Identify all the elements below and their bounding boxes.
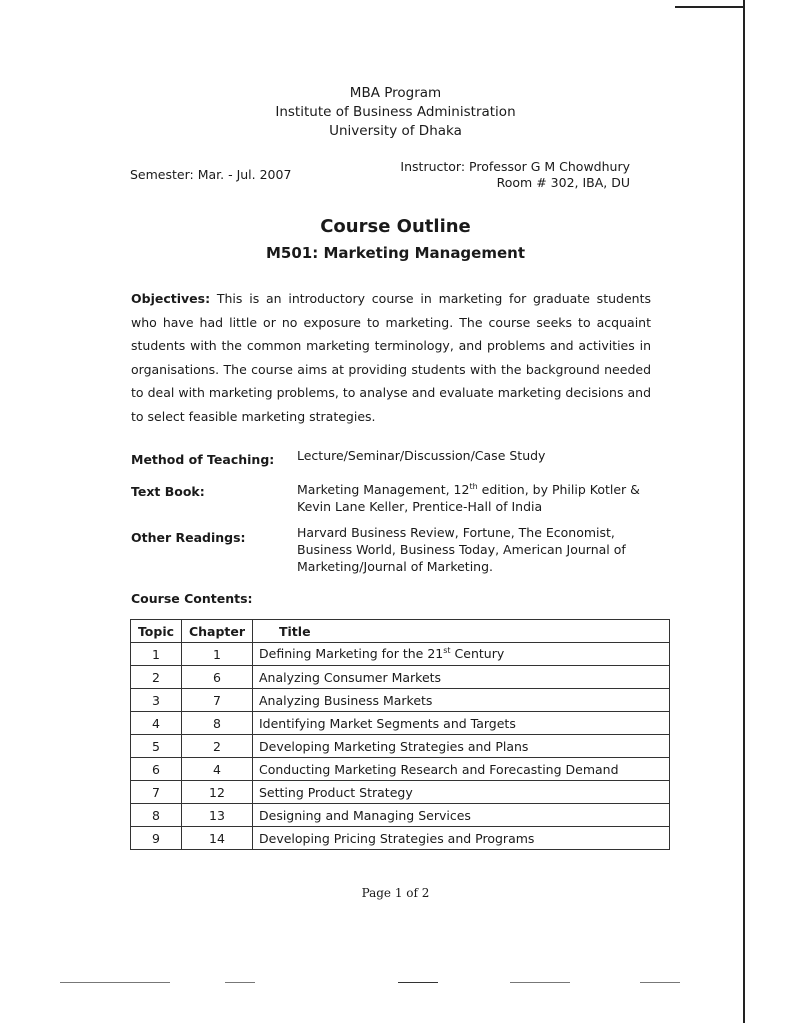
page-title: Course Outline bbox=[320, 216, 471, 237]
chapter-cell: 6 bbox=[182, 666, 253, 689]
instructor-name: Instructor: Professor G M Chowdhury bbox=[400, 159, 630, 174]
instructor-room: Room # 302, IBA, DU bbox=[496, 175, 630, 190]
title-cell: Analyzing Consumer Markets bbox=[253, 666, 670, 689]
other-readings-line-2: Business World, Business Today, American Journal of bbox=[297, 542, 626, 557]
topic-cell: 9 bbox=[131, 827, 182, 850]
topic-cell: 5 bbox=[131, 735, 182, 758]
page-corner-line bbox=[675, 6, 745, 8]
textbook-line-1: Marketing Management, 12th edition, by Philip Kotler & bbox=[297, 482, 640, 498]
title-cell: Setting Product Strategy bbox=[253, 781, 670, 804]
table-row bbox=[131, 689, 670, 712]
scan-speck bbox=[510, 982, 570, 983]
objectives-text: This is an introductory course in marketing for graduate students who have had little or no exposure to marketing. The course seeks to acquaint students with the common marketing terminology, and problems and activities in organisations. The course aims at providing students with the background needed to deal with marketing problems, to analyse and evaluate marketing decisions and to select feasible marketing strategies. bbox=[131, 291, 651, 424]
textbook-label: Text Book: bbox=[131, 484, 205, 499]
program-name: MBA Program bbox=[349, 85, 442, 101]
title-cell: Defining Marketing for the 21st Century bbox=[253, 643, 670, 666]
other-readings-value bbox=[297, 524, 657, 575]
textbook-value bbox=[297, 478, 657, 515]
table-row bbox=[131, 758, 670, 781]
other-readings-line-1: Harvard Business Review, Fortune, The Economist, bbox=[297, 525, 615, 540]
topic-cell: 1 bbox=[131, 643, 182, 666]
topic-cell: 2 bbox=[131, 666, 182, 689]
objectives-label: Objectives: bbox=[131, 291, 211, 306]
scan-speck bbox=[225, 982, 255, 983]
topic-cell: 8 bbox=[131, 804, 182, 827]
chapter-cell: 8 bbox=[182, 712, 253, 735]
course-contents-label: Course Contents: bbox=[131, 591, 253, 606]
title-cell: Designing and Managing Services bbox=[253, 804, 670, 827]
topic-cell: 7 bbox=[131, 781, 182, 804]
table-row bbox=[131, 804, 670, 827]
table-row bbox=[131, 781, 670, 804]
chapter-cell: 14 bbox=[182, 827, 253, 850]
university-name: University of Dhaka bbox=[329, 123, 462, 139]
chapter-cell: 12 bbox=[182, 781, 253, 804]
page-edge-line bbox=[743, 0, 745, 1023]
other-readings-line-3: Marketing/Journal of Marketing. bbox=[297, 559, 494, 574]
course-subtitle: M501: Marketing Management bbox=[265, 244, 525, 262]
chapter-cell: 7 bbox=[182, 689, 253, 712]
method-label: Method of Teaching: bbox=[131, 452, 275, 467]
title-cell: Analyzing Business Markets bbox=[253, 689, 670, 712]
title-cell: Developing Pricing Strategies and Programs bbox=[253, 827, 670, 850]
chapter-cell: 4 bbox=[182, 758, 253, 781]
table-row bbox=[131, 712, 670, 735]
topic-cell: 6 bbox=[131, 758, 182, 781]
objectives-paragraph bbox=[131, 287, 651, 428]
institution-header bbox=[0, 84, 791, 141]
table-row bbox=[131, 643, 670, 666]
textbook-line-2: Kevin Lane Keller, Prentice-Hall of India bbox=[297, 499, 543, 515]
header-title: Title bbox=[253, 620, 670, 643]
topic-cell: 3 bbox=[131, 689, 182, 712]
topic-cell: 4 bbox=[131, 712, 182, 735]
institute-name: Institute of Business Administration bbox=[275, 104, 516, 120]
chapter-cell: 13 bbox=[182, 804, 253, 827]
table-row bbox=[131, 827, 670, 850]
instructor-block bbox=[394, 159, 630, 191]
chapter-cell: 1 bbox=[182, 643, 253, 666]
semester-text: Semester: Mar. - Jul. 2007 bbox=[130, 167, 292, 182]
scan-speck bbox=[398, 982, 438, 983]
chapter-cell: 2 bbox=[182, 735, 253, 758]
title-cell: Developing Marketing Strategies and Plans bbox=[253, 735, 670, 758]
course-contents-table bbox=[130, 619, 670, 850]
table-row bbox=[131, 666, 670, 689]
header-chapter: Chapter bbox=[182, 620, 253, 643]
header-topic: Topic bbox=[131, 620, 182, 643]
other-readings-label: Other Readings: bbox=[131, 530, 246, 545]
table-row bbox=[131, 735, 670, 758]
title-cell: Identifying Market Segments and Targets bbox=[253, 712, 670, 735]
method-value: Lecture/Seminar/Discussion/Case Study bbox=[297, 448, 546, 463]
scan-speck bbox=[60, 982, 170, 983]
page-footer: Page 1 of 2 bbox=[361, 886, 430, 900]
title-cell: Conducting Marketing Research and Forecasting Demand bbox=[253, 758, 670, 781]
table-header-row bbox=[131, 620, 670, 643]
scan-speck bbox=[640, 982, 680, 983]
